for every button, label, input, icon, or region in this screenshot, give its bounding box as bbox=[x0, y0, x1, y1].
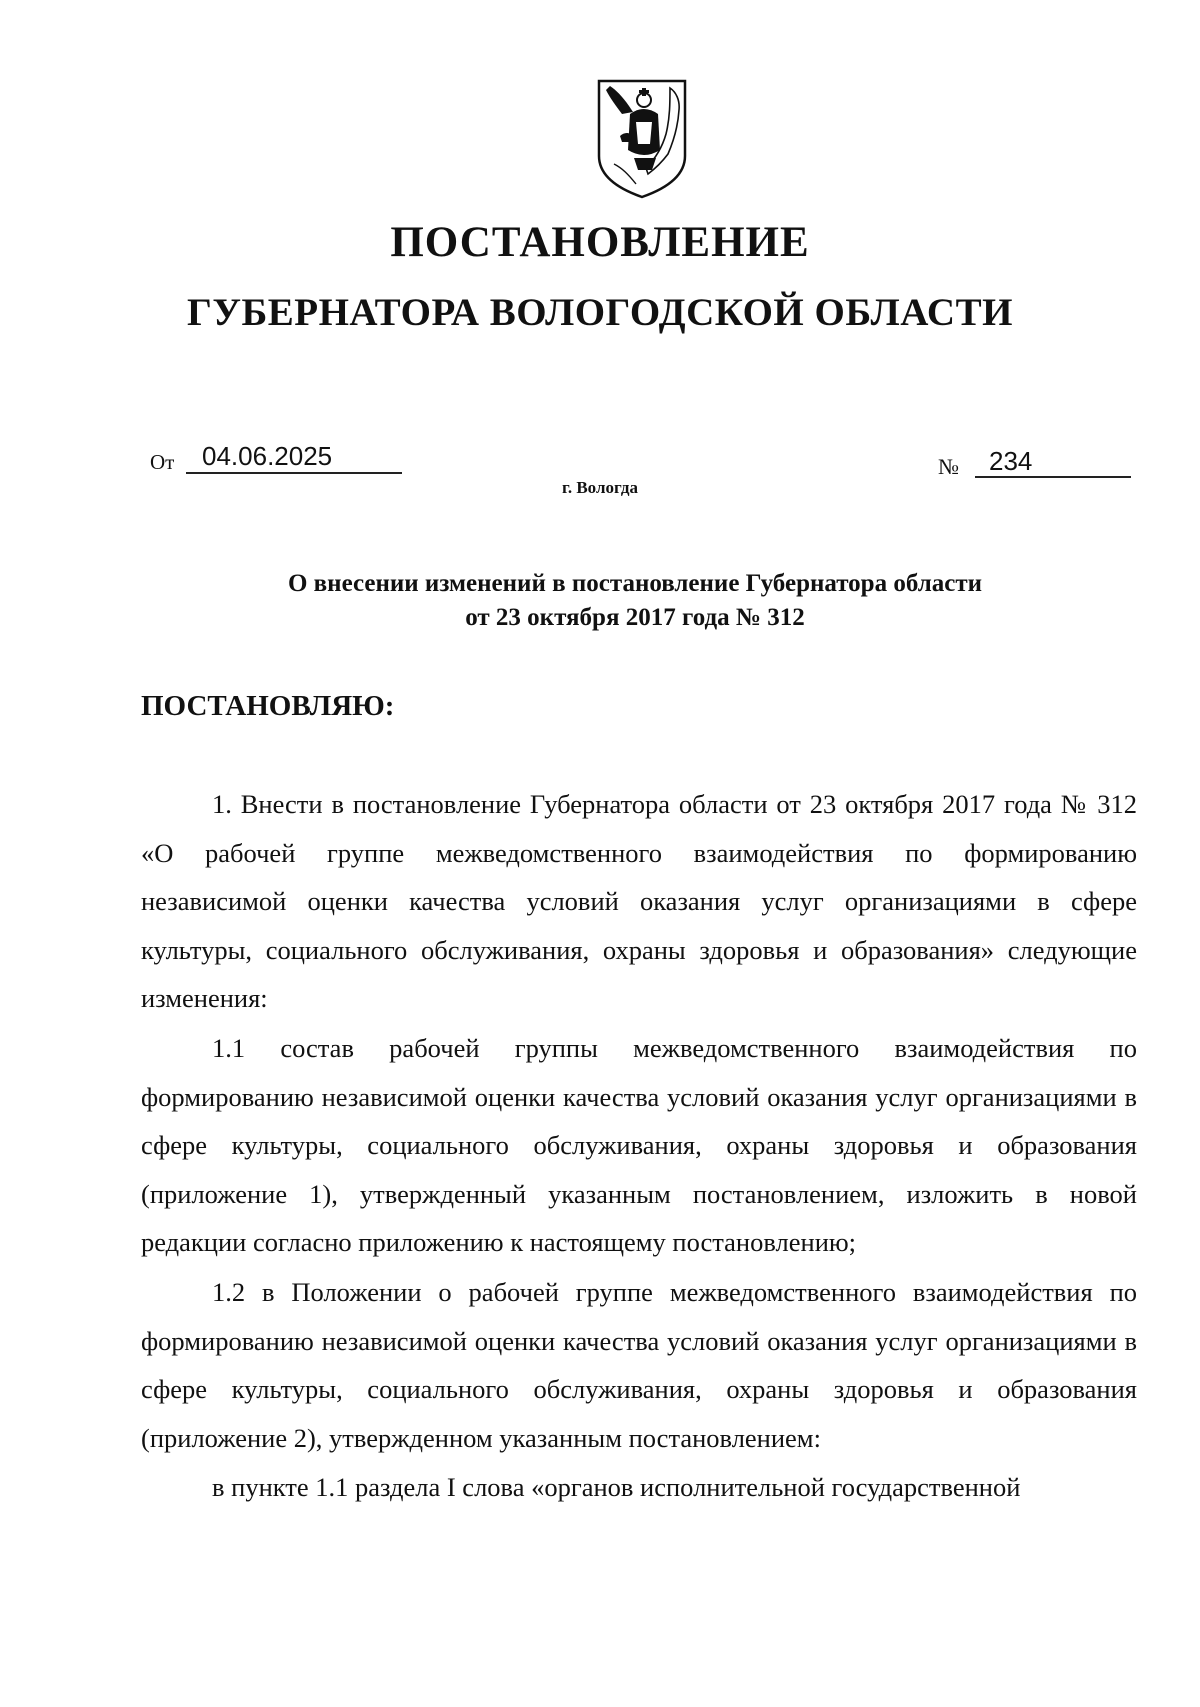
body-paragraph: 1.2 в Положении о рабочей группе межведомственного взаимодействия по формированию независимой оценки качества условий оказания услуг организациями в сфере культуры, социального обслуживания, охраны здоровья и образования (приложение 2), утвержденном указанным постановлением: bbox=[141, 1276, 1137, 1453]
number-label: № bbox=[938, 454, 959, 479]
document-date: 04.06.2025 bbox=[202, 441, 333, 471]
body-paragraph: 1.1 состав рабочей группы межведомственного взаимодействия по формированию независимой оценки качества условий оказания услуг организациями в сфере культуры, социального обслуживания, охраны здоровья и образования (приложение 1), утвержденный указанным постановлением, изложить в новой редакции согласно приложению к настоящему постановлению; bbox=[141, 1032, 1137, 1258]
body-paragraph: в пункте 1.1 раздела I слова «органов исполнительной государственной bbox=[212, 1472, 1021, 1503]
document-title: ПОСТАНОВЛЕНИЕ bbox=[390, 219, 810, 266]
issuing-authority: ГУБЕРНАТОРА ВОЛОГОДСКОЙ ОБЛАСТИ bbox=[187, 291, 1013, 334]
body-paragraph: 1. Внести в постановление Губернатора области от 23 октября 2017 года № 312 «О рабочей группе межведомственного взаимодействия по формированию независимой оценки качества условий оказания услуг организациями в сфере культуры, социального обслуживания, охраны здоровья и образования» следующие изменения: bbox=[141, 789, 1137, 1014]
subject-line: О внесении изменений в постановление Губернатора области bbox=[287, 570, 983, 597]
resolve-heading: ПОСТАНОВЛЯЮ: bbox=[141, 690, 395, 722]
date-label: От bbox=[150, 450, 175, 474]
date-underline bbox=[186, 472, 402, 474]
document-number: 234 bbox=[989, 446, 1033, 476]
city-name: г. Вологда bbox=[562, 478, 638, 497]
document-body bbox=[141, 780, 1137, 1512]
document-subject bbox=[100, 567, 1170, 635]
subject-line: от 23 октября 2017 года № 312 bbox=[465, 604, 805, 631]
vologda-coat-of-arms-icon bbox=[596, 78, 688, 200]
